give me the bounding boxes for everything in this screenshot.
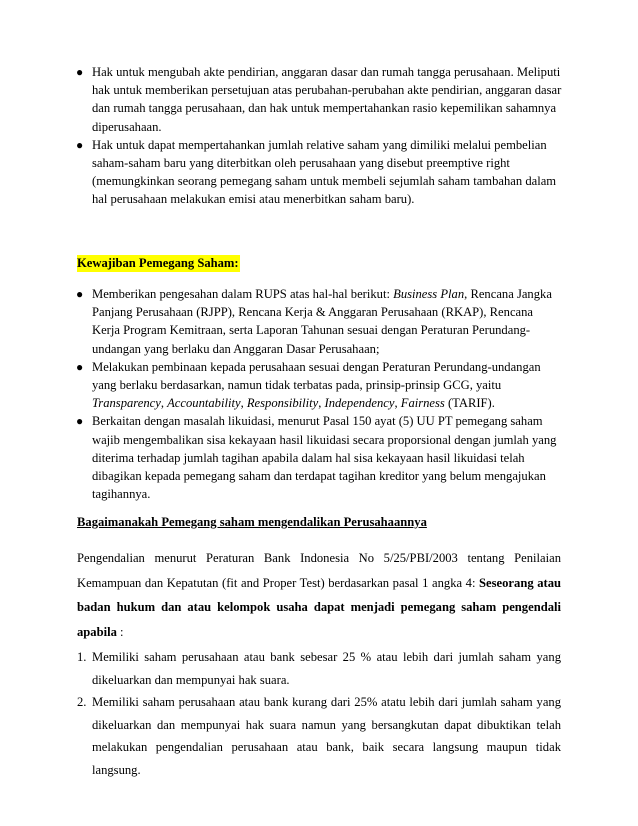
text-run: Pengendalian menurut Peraturan Bank Indonesia No 5/25/PBI/2003 tentang Penilaian Kemampuan dan Kepatutan (fit and Proper Test) berdasarkan pasal 1 angka 4: xyxy=(77,551,561,590)
text-run-bold: Seseorang atau badan hukum dan atau kelompok usaha dapat menjadi pemegang saham pengendali apabila xyxy=(77,575,561,639)
text-run: , xyxy=(318,396,325,411)
text-run-italic: Fairness xyxy=(400,396,445,411)
bullet-icon: ● xyxy=(76,65,84,79)
rights-bullet-list xyxy=(0,63,638,209)
control-numbered-list xyxy=(0,646,638,781)
text-run: , xyxy=(160,396,168,411)
bullet-icon: ● xyxy=(76,287,84,301)
bullet-icon: ● xyxy=(76,137,84,152)
bullet-icon: ● xyxy=(76,359,84,374)
list-number: 2. xyxy=(77,695,87,709)
text-run: , xyxy=(240,396,247,411)
obligations-heading xyxy=(77,256,240,271)
text-run-italic: Responsibility xyxy=(246,396,319,411)
text-run-italic: Business Plan xyxy=(393,287,465,301)
text-run-italic: Transparency xyxy=(92,396,161,411)
list-item-text: Memiliki saham perusahaan atau bank sebesar 25 % atau lebih dari jumlah saham yang dikeluarkan dan mempunyai hak suara. xyxy=(92,650,561,687)
control-paragraph xyxy=(77,546,561,644)
list-item-text: Hak untuk mengubah akte pendirian, anggaran dasar dan rumah tangga perusahaan. Meliputi hak untuk memberikan persetujuan atas perubahan-perubahan akte pendirian, anggaran dasar dan rumah tangga perusahaan, dan hak untuk mempertahankan rasio kepemilikan sahamnya diperusahaan. xyxy=(92,65,562,134)
list-item xyxy=(0,358,638,413)
list-item-text: Memiliki saham perusahaan atau bank kurang dari 25% atatu lebih dari jumlah saham yang dikeluarkan dan mempunyai hak suara namun yang bersangkutan dapat dibuktikan telah melakukan pengendalian perusahaan atau bank, baik secara langsung maupun tidak langsung. xyxy=(92,695,561,777)
list-item xyxy=(0,285,638,358)
list-item xyxy=(0,136,638,209)
text-run: , xyxy=(394,396,401,411)
text-run: : xyxy=(116,624,124,639)
obligations-heading-text: Kewajiban Pemegang Saham: xyxy=(77,256,239,270)
list-item xyxy=(0,691,638,781)
text-run: , Rencana Jangka Panjang Perusahaan (RJPP), Rencana Kerja & Anggaran Perusahaan (RKAP), Rencana Kerja Program Kemitraan, serta Laporan Tahunan sesuai dengan Peraturan Perundang-undangan yang berlaku dan Anggaran Dasar Perusahaan; xyxy=(92,287,552,356)
bullet-icon: ● xyxy=(76,414,84,429)
obligations-bullet-list xyxy=(0,285,638,503)
list-item xyxy=(0,63,638,136)
text-run: (TARIF). xyxy=(444,396,495,411)
list-item xyxy=(0,646,638,691)
control-heading: Bagaimanakah Pemegang saham mengendalikan Perusahaannya xyxy=(77,515,427,529)
text-run: Memberikan pengesahan dalam RUPS atas hal-hal berikut: xyxy=(92,287,394,301)
list-item-text: Berkaitan dengan masalah likuidasi, menurut Pasal 150 ayat (5) UU PT pemegang saham wajib mengembalikan sisa kekayaan hasil likuidasi secara proporsional dengan jumlah yang diterima terhadap jumlah tagihan apabila dalam hal sisa kekayaan hasil likuidasi telah dibagikan kepada pemegang saham dan terdapat tagihan kreditor yang belum mengajukan tagihannya. xyxy=(92,414,557,502)
list-item-text: Hak untuk dapat mempertahankan jumlah relative saham yang dimiliki melalui pembelian saham-saham baru yang diterbitkan oleh perusahaan yang disebut preemptive right (memungkinkan seorang pemegang saham untuk membeli sejumlah saham tambahan dalam hal perusahaan melakukan emisi atau menerbitkan saham baru). xyxy=(92,137,557,207)
list-item-text xyxy=(92,287,552,356)
list-item-text xyxy=(92,360,541,410)
list-item xyxy=(0,412,638,503)
text-run: Melakukan pembinaan kepada perusahaan sesuai dengan Peraturan Perundang-undangan yang berlaku berdasarkan, namun tidak terbatas pada, prinsip-prinsip GCG, yaitu xyxy=(92,359,541,393)
text-run-italic: Accountability xyxy=(167,396,241,411)
list-number: 1. xyxy=(77,650,87,664)
text-run-italic: Independency xyxy=(324,396,395,411)
